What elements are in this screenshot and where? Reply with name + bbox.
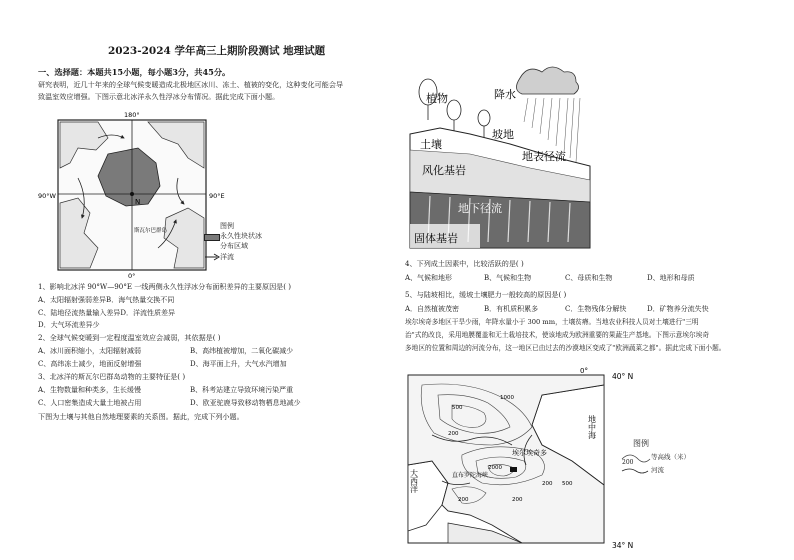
label-atlantic: 大西洋 (409, 469, 419, 493)
pole-label: N (135, 198, 141, 206)
q4-option-a[interactable]: A、气候和地形 (405, 274, 453, 282)
q3-option-b[interactable]: B、科考站建立导致环境污染严重 (190, 386, 294, 394)
map2-legend-title: 图例 (633, 439, 649, 448)
label-lon-0: 0° (580, 367, 588, 375)
q3-option-c[interactable]: C、人口密集造成大量土地被占用 (38, 399, 142, 407)
q4-option-b[interactable]: B、气候和生物 (484, 274, 532, 282)
contour-label: 200 (458, 497, 469, 503)
intro2-text: 下图为土壤与其他自然地理要素的关系图。据此，完成下列小题。 (38, 412, 244, 421)
arctic-map (38, 108, 225, 280)
legend-contour-value: 200 (622, 459, 634, 466)
tree-icon (419, 79, 490, 138)
q4-option-c[interactable]: C、母质和生物 (565, 274, 613, 282)
label-90e: 90°E (209, 192, 225, 200)
map1-legend-title: 图例 (220, 222, 234, 230)
legend-current-label: 洋流 (220, 253, 234, 261)
intro3-line-3: 多地区的位置和周边的河流分布，这一地区已由过去的沙漠地区变成了"欧洲蔬菜之都"。据此完成下面小题。 (405, 344, 726, 352)
island-label: 斯瓦尔巴群岛 (134, 228, 168, 234)
contour-label: 200 (512, 497, 523, 503)
legend-ice-label: 永久性块状冰 (220, 232, 262, 240)
intro-line-2: 致温室效应增强。下图示意北冰洋永久性浮冰分布情况。据此完成下面小题。 (38, 92, 280, 101)
q3-stem: 3、北冰洋的斯瓦尔巴群岛动物的主要特征是( ) (38, 372, 186, 381)
q2-option-d[interactable]: D、海平面上升，大气水汽增加 (190, 360, 287, 368)
section-heading: 一、选择题：本题共15小题，每小题3分，共45分。 (38, 67, 231, 77)
q2-option-a[interactable]: A、冰川面积缩小，太阳辐射减弱 (38, 347, 142, 355)
q2-stem: 2、全球气候变暖到一定程度温室效应会减弱，其依据是( ) (38, 333, 221, 342)
legend-current-icon (204, 253, 220, 261)
legend-ice-label-2: 分布区域 (220, 242, 248, 250)
q5-option-b[interactable]: B．有机质积累多 (484, 305, 539, 313)
label-rain: 降水 (494, 88, 516, 101)
q5-option-c[interactable]: C．生物残体分解快 (565, 305, 627, 313)
cloud-icon (516, 67, 578, 94)
label-mediterranean: 地中海 (587, 415, 597, 439)
label-strait: 直布罗陀海峡 (452, 472, 489, 479)
label-city: 埃尔埃奇多 (512, 449, 547, 457)
label-weathered-rock: 风化基岩 (422, 164, 466, 177)
soil-diagram (410, 62, 590, 248)
q5-stem: 5、与陆坡相比，缓坡土壤肥力一般较高的原因是( ) (405, 290, 567, 299)
label-0: 0° (128, 272, 136, 280)
label-90w: 90°W (38, 192, 56, 200)
contour-label: 500 (562, 481, 573, 487)
q1-option-c[interactable]: C、陆地径流热量输入差异D．洋流性质差异 (38, 309, 175, 317)
page-title: 2023-2024 学年高三上期阶段测试 地理试题 (108, 45, 326, 57)
legend-contour-label: 等高线（米） (651, 453, 690, 461)
contour-label: 200 (542, 481, 553, 487)
q4-option-d[interactable]: D、地形和母质 (647, 274, 695, 282)
label-groundwater: 地下径流 (458, 202, 502, 215)
q3-option-a[interactable]: A、生物数量和种类多，生长缓慢 (38, 386, 142, 394)
label-180: 180° (124, 111, 140, 119)
label-soil: 土壤 (420, 138, 442, 151)
contour-label: 2000 (488, 465, 502, 471)
contour-label: 1000 (500, 395, 514, 401)
label-bedrock: 固体基岩 (414, 232, 458, 245)
q1-option-d[interactable]: D．大气环流差异少 (38, 321, 100, 329)
label-plant: 植物 (426, 92, 448, 105)
label-slope: 坡地 (492, 128, 514, 141)
legend-river-label: 河流 (651, 466, 664, 474)
q1-option-a[interactable]: A、太阳辐射强弱差异B．海气热量交换不同 (38, 296, 175, 304)
contour-label: 500 (452, 405, 463, 411)
q5-option-a[interactable]: A．自然植被茂密 (405, 305, 460, 313)
q2-option-b[interactable]: B、高纬植被增加，二氧化碳减少 (190, 347, 294, 355)
label-lat-34: 34° N (612, 541, 634, 550)
label-runoff: 地表径流 (522, 150, 566, 163)
intro3-line-1: 埃尔埃奇多地区干旱少雨，年降水量小于 300 mm，土壤贫瘠。当地农业科技人员对土壤进行"三明 (405, 318, 699, 326)
q4-stem: 4、下列成土因素中，比较活跃的是( ) (405, 259, 524, 268)
intro3-line-2: 治"式的改良，采用地膜覆盖和无土栽培技术，使该地成为欧洲重要的果蔬生产基地。下图示意埃尔埃奇 (405, 331, 710, 339)
city-marker (510, 467, 517, 472)
legend-ice-swatch (204, 234, 220, 241)
q2-option-c[interactable]: C、高纬冻土减少，地面反射增强 (38, 360, 142, 368)
q1-stem: 1、影响北冰洋 90°W—90°E 一线两侧永久性浮冰分布面积差异的主要原因是( ) (38, 282, 292, 291)
intro-line-1: 研究表明，近几十年来的全球气候变暖造成北极地区冰川、冻土、植被的变化，这种变化可能会导 (38, 80, 344, 89)
q5-option-d[interactable]: D．矿物养分流失快 (647, 305, 709, 313)
contour-label: 200 (448, 431, 459, 437)
label-lat-40: 40° N (612, 372, 634, 381)
q3-option-d[interactable]: D、欧亚驼鹿导致移动物栖息地减少 (190, 399, 301, 407)
